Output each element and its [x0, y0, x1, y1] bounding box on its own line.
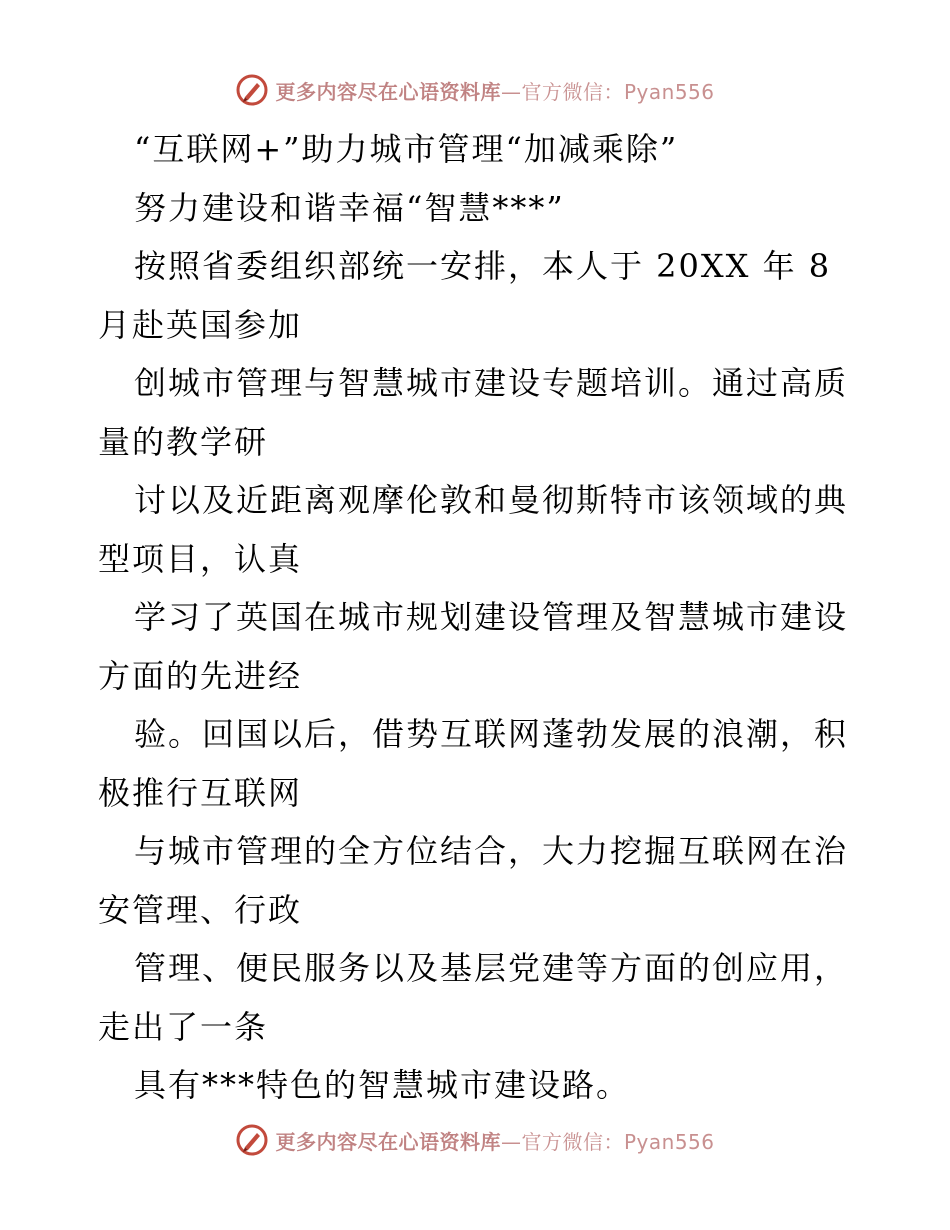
document-title: “互联网+”助力城市管理“加减乘除” [134, 130, 679, 168]
paragraph-line: 管理、便民服务以及基层党建等方面的创应用， [134, 949, 849, 987]
paragraph-line: 型项目，认真 [98, 539, 303, 578]
paragraph-line: 安管理、行政 [98, 890, 303, 929]
paragraph-line: 走出了一条 [98, 1007, 269, 1046]
footer-watermark [0, 1122, 950, 1158]
paragraph-line: 与城市管理的全方位结合，大力挖掘互联网在治 [134, 832, 849, 870]
logo-icon [235, 1123, 269, 1157]
paragraph-line: 创城市管理与智慧城市建设专题培训。通过高质 [134, 364, 849, 402]
paragraph-line: 方面的先进经 [98, 656, 303, 695]
paragraph-line: 学习了英国在城市规划建设管理及智慧城市建设 [134, 598, 849, 636]
document-body [98, 120, 858, 1115]
header-watermark [0, 72, 950, 108]
paragraph-line: 量的教学研 [98, 422, 269, 461]
paragraph-line: 具有***特色的智慧城市建设路。 [134, 1066, 631, 1104]
watermark-text: 更多内容尽在心语资料库—官方微信：Pyan556 [275, 79, 715, 104]
watermark-text: 更多内容尽在心语资料库—官方微信：Pyan556 [275, 1129, 715, 1154]
paragraph-line: 验。回国以后，借势互联网蓬勃发展的浪潮，积 [134, 715, 849, 753]
document-subtitle: 努力建设和谐幸福“智慧***” [134, 188, 565, 227]
paragraph-line: 月赴英国参加 [98, 305, 303, 344]
paragraph-line: 极推行互联网 [98, 773, 303, 812]
paragraph-line: 按照省委组织部统一安排，本人于 20XX 年 8 [134, 247, 832, 285]
logo-icon [235, 73, 269, 107]
paragraph-line: 讨以及近距离观摩伦敦和曼彻斯特市该领域的典 [134, 481, 849, 519]
